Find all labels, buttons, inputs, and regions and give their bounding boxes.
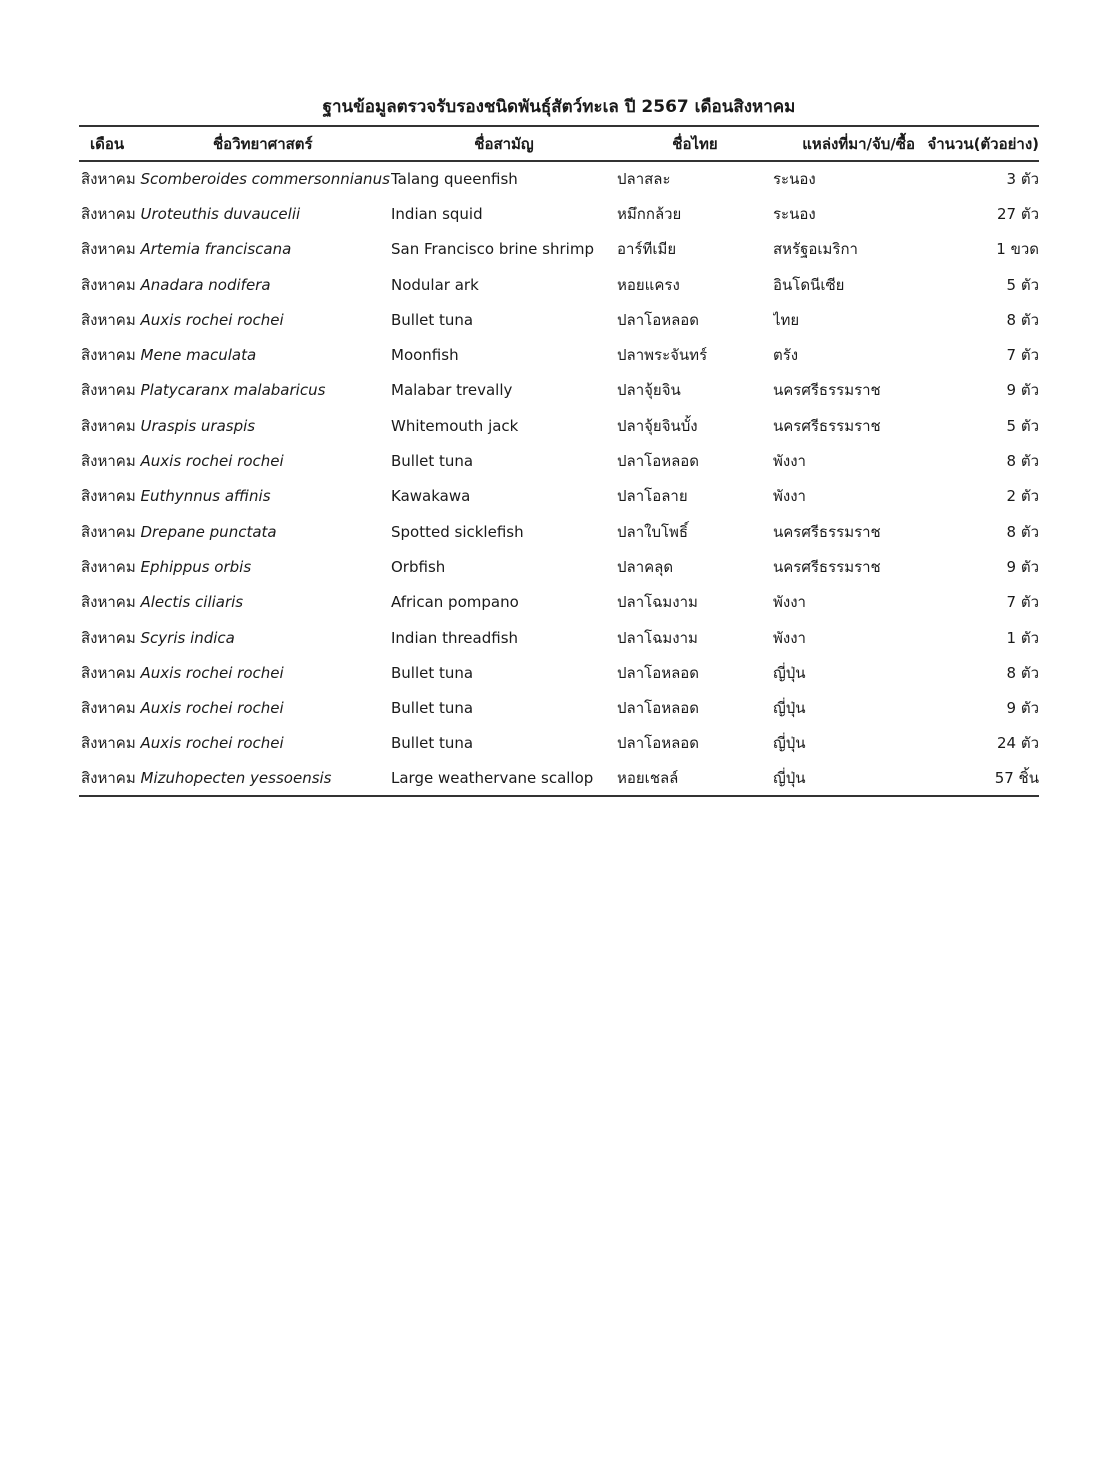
source-cell: ญี่ปุ่น — [773, 699, 806, 718]
scientific-name-cell: Scyris indica — [140, 628, 235, 647]
month-scientific-cell — [79, 479, 391, 514]
header-month-scientific — [79, 126, 391, 161]
scientific-name-cell: Mizuhopecten yessoensis — [140, 769, 332, 788]
scientific-name-cell: Drepane punctata — [140, 522, 277, 541]
month-scientific-cell — [79, 585, 391, 620]
month-scientific-cell — [79, 161, 391, 196]
count-cell: 3 ตัว — [1006, 170, 1039, 189]
table-row — [79, 514, 1039, 549]
month-scientific-cell — [79, 302, 391, 337]
source-cell: ญี่ปุ่น — [773, 769, 806, 788]
month-scientific-cell — [79, 549, 391, 584]
species-table — [79, 125, 1039, 797]
month-cell: สิงหาคม — [81, 381, 136, 400]
scientific-name-cell: Auxis rochei rochei — [140, 452, 284, 471]
table-row — [79, 373, 1039, 408]
scientific-name-cell: Uraspis uraspis — [140, 416, 256, 435]
month-cell: สิงหาคม — [81, 628, 136, 647]
scientific-name-cell: Artemia franciscana — [140, 240, 292, 259]
common-name-cell: Whitemouth jack — [391, 416, 519, 435]
table-row — [79, 161, 1039, 196]
table-row — [79, 443, 1039, 478]
month-scientific-cell — [79, 232, 391, 267]
thai-name-cell: หอยเชลล์ — [617, 769, 679, 788]
source-cell: พังงา — [773, 628, 806, 647]
header-common-name: ชื่อสามัญ — [474, 134, 534, 153]
common-name-cell: Moonfish — [391, 346, 459, 365]
thai-name-cell: ปลาโอหลอด — [617, 452, 700, 471]
thai-name-cell: ปลาใบโพธิ์ — [617, 522, 689, 541]
thai-name-cell: ปลาจุ้ยจินบั้ง — [617, 416, 698, 435]
table-row — [79, 726, 1039, 761]
month-cell: สิงหาคม — [81, 452, 136, 471]
source-cell: นครศรีธรรมราช — [773, 557, 881, 576]
thai-name-cell: ปลาโอลาย — [617, 487, 688, 506]
month-scientific-cell — [79, 337, 391, 372]
month-cell: สิงหาคม — [81, 734, 136, 753]
month-scientific-cell — [79, 373, 391, 408]
thai-name-cell: ปลาโฉมงาม — [617, 628, 698, 647]
month-scientific-cell — [79, 514, 391, 549]
count-cell: 7 ตัว — [1006, 593, 1039, 612]
common-name-cell: Bullet tuna — [391, 699, 474, 718]
scientific-name-cell: Alectis ciliaris — [140, 593, 244, 612]
count-cell: 5 ตัว — [1006, 416, 1039, 435]
thai-name-cell: ปลาโอหลอด — [617, 699, 700, 718]
scientific-name-cell: Anadara nodifera — [140, 275, 271, 294]
month-cell: สิงหาคม — [81, 170, 136, 189]
month-cell: สิงหาคม — [81, 204, 136, 223]
table-row — [79, 232, 1039, 267]
month-cell: สิงหาคม — [81, 593, 136, 612]
common-name-cell: Large weathervane scallop — [391, 769, 594, 788]
thai-name-cell: อาร์ทีเมีย — [617, 240, 677, 259]
month-scientific-cell — [79, 408, 391, 443]
table-row — [79, 655, 1039, 690]
header-thai-name: ชื่อไทย — [672, 134, 718, 153]
count-cell: 8 ตัว — [1006, 310, 1039, 329]
month-scientific-cell — [79, 443, 391, 478]
source-cell: พังงา — [773, 593, 806, 612]
scientific-name-cell: Platycaranx malabaricus — [140, 381, 326, 400]
thai-name-cell: ปลาโอหลอด — [617, 734, 700, 753]
count-cell: 5 ตัว — [1006, 275, 1039, 294]
table-header-row — [79, 126, 1039, 161]
thai-name-cell: ปลาโอหลอด — [617, 310, 700, 329]
month-cell: สิงหาคม — [81, 275, 136, 294]
month-scientific-cell — [79, 761, 391, 796]
source-cell: ระนอง — [773, 204, 816, 223]
scientific-name-cell: Auxis rochei rochei — [140, 699, 284, 718]
header-month: เดือน — [90, 134, 125, 153]
month-cell: สิงหาคม — [81, 240, 136, 259]
common-name-cell: Nodular ark — [391, 275, 479, 294]
count-cell: 9 ตัว — [1006, 381, 1039, 400]
thai-name-cell: ปลาจุ้ยจิน — [617, 381, 681, 400]
source-cell: ญี่ปุ่น — [773, 663, 806, 682]
month-cell: สิงหาคม — [81, 346, 136, 365]
source-cell: ญี่ปุ่น — [773, 734, 806, 753]
scientific-name-cell: Auxis rochei rochei — [140, 663, 284, 682]
count-cell: 7 ตัว — [1006, 346, 1039, 365]
scientific-name-cell: Ephippus orbis — [140, 557, 252, 576]
source-cell: ตรัง — [773, 346, 799, 365]
table-body — [79, 161, 1039, 796]
month-cell: สิงหาคม — [81, 522, 136, 541]
month-cell: สิงหาคม — [81, 663, 136, 682]
month-cell: สิงหาคม — [81, 416, 136, 435]
month-scientific-cell — [79, 620, 391, 655]
common-name-cell: Orbfish — [391, 557, 446, 576]
month-cell: สิงหาคม — [81, 310, 136, 329]
month-cell: สิงหาคม — [81, 699, 136, 718]
table-row — [79, 620, 1039, 655]
count-cell: 8 ตัว — [1006, 452, 1039, 471]
source-cell: นครศรีธรรมราช — [773, 381, 881, 400]
common-name-cell: Indian squid — [391, 204, 483, 223]
month-scientific-cell — [79, 726, 391, 761]
count-cell: 1 ขวด — [996, 240, 1039, 259]
common-name-cell: Indian threadfish — [391, 628, 519, 647]
source-cell: ระนอง — [773, 170, 816, 189]
thai-name-cell: ปลาโอหลอด — [617, 663, 700, 682]
count-cell: 2 ตัว — [1006, 487, 1039, 506]
scientific-name-cell: Mene maculata — [140, 346, 257, 365]
header-count: จำนวน(ตัวอย่าง) — [927, 134, 1039, 153]
table-row — [79, 690, 1039, 725]
thai-name-cell: ปลาสละ — [617, 170, 671, 189]
month-cell: สิงหาคม — [81, 769, 136, 788]
thai-name-cell: ปลาโฉมงาม — [617, 593, 698, 612]
common-name-cell: Kawakawa — [391, 487, 471, 506]
table-row — [79, 408, 1039, 443]
scientific-name-cell: Euthynnus affinis — [140, 487, 271, 506]
month-cell: สิงหาคม — [81, 557, 136, 576]
common-name-cell: Bullet tuna — [391, 663, 474, 682]
common-name-cell: Spotted sicklefish — [391, 522, 524, 541]
common-name-cell: African pompano — [391, 593, 519, 612]
source-cell: นครศรีธรรมราช — [773, 522, 881, 541]
table-row — [79, 337, 1039, 372]
common-name-cell: Bullet tuna — [391, 452, 474, 471]
table-row — [79, 196, 1039, 231]
count-cell: 57 ชิ้น — [994, 769, 1039, 788]
source-cell: ไทย — [773, 310, 800, 329]
thai-name-cell: หอยแครง — [617, 275, 680, 294]
thai-name-cell: ปลาคลุด — [617, 557, 674, 576]
scientific-name-cell: Scomberoides commersonnianus — [140, 170, 390, 189]
scientific-name-cell: Uroteuthis duvaucelii — [140, 204, 301, 223]
count-cell: 1 ตัว — [1006, 628, 1039, 647]
count-cell: 8 ตัว — [1006, 663, 1039, 682]
source-cell: พังงา — [773, 452, 806, 471]
table-row — [79, 549, 1039, 584]
scientific-name-cell: Auxis rochei rochei — [140, 734, 284, 753]
month-scientific-cell — [79, 196, 391, 231]
count-cell: 8 ตัว — [1006, 522, 1039, 541]
month-scientific-cell — [79, 655, 391, 690]
document-title: ฐานข้อมูลตรวจรับรองชนิดพันธุ์สัตว์ทะเล ปี 2567 เดือนสิงหาคม — [322, 97, 796, 117]
month-scientific-cell — [79, 690, 391, 725]
common-name-cell: San Francisco brine shrimp — [391, 240, 594, 259]
table-row — [79, 267, 1039, 302]
common-name-cell: Talang queenfish — [391, 170, 518, 189]
common-name-cell: Bullet tuna — [391, 734, 474, 753]
count-cell: 9 ตัว — [1006, 557, 1039, 576]
table-row — [79, 761, 1039, 796]
table-row — [79, 302, 1039, 337]
count-cell: 27 ตัว — [996, 204, 1039, 223]
common-name-cell: Bullet tuna — [391, 310, 474, 329]
source-cell: สหรัฐอเมริกา — [773, 240, 858, 259]
month-cell: สิงหาคม — [81, 487, 136, 506]
month-scientific-cell — [79, 267, 391, 302]
table-row — [79, 585, 1039, 620]
source-cell: พังงา — [773, 487, 806, 506]
source-cell: นครศรีธรรมราช — [773, 416, 881, 435]
header-source: แหล่งที่มา/จับ/ซื้อ — [802, 134, 915, 153]
count-cell: 9 ตัว — [1006, 699, 1039, 718]
common-name-cell: Malabar trevally — [391, 381, 513, 400]
source-cell: อินโดนีเซีย — [773, 275, 845, 294]
scientific-name-cell: Auxis rochei rochei — [140, 310, 284, 329]
table-row — [79, 479, 1039, 514]
thai-name-cell: ปลาพระจันทร์ — [617, 346, 708, 365]
thai-name-cell: หมึกกล้วย — [617, 204, 682, 223]
header-scientific-name: ชื่อวิทยาศาสตร์ — [213, 134, 313, 153]
count-cell: 24 ตัว — [996, 734, 1039, 753]
